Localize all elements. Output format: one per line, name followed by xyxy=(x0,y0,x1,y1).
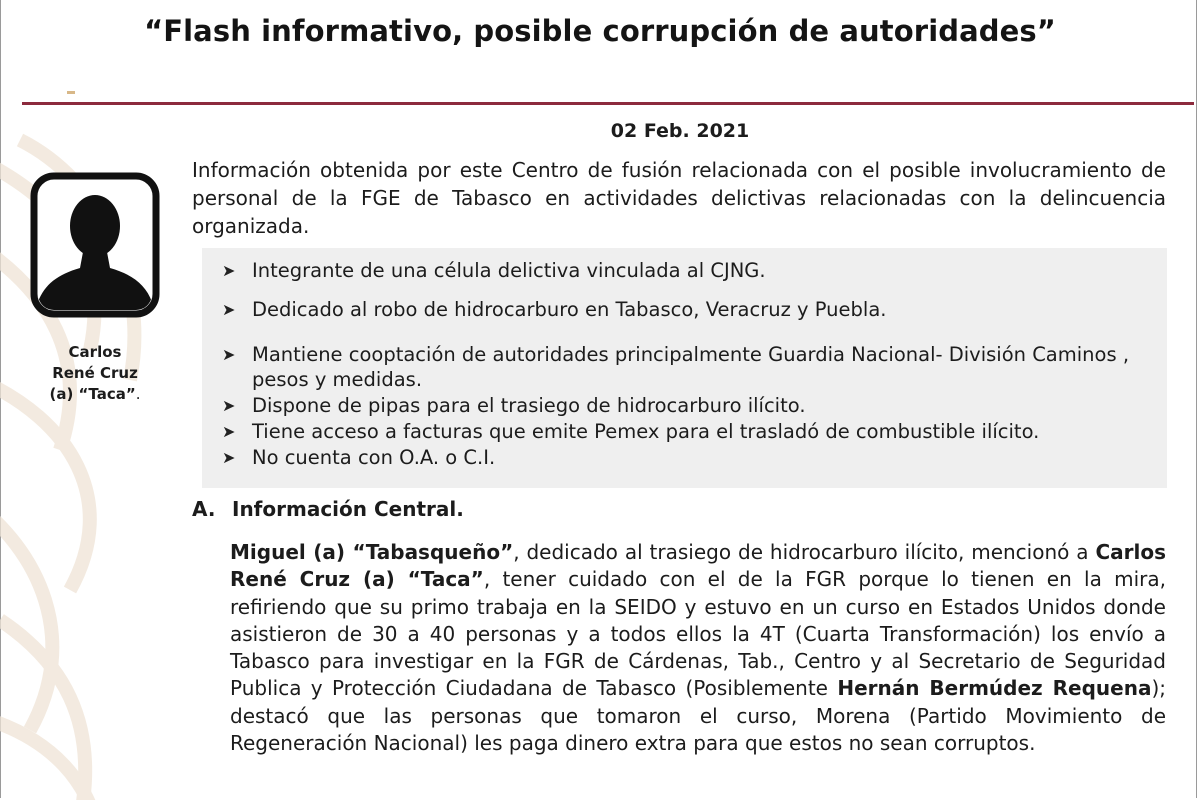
report-date: 02 Feb. 2021 xyxy=(610,120,750,142)
central-information-paragraph: Miguel (a) “Tabasqueño”, dedicado al trasiego de hidrocarburo ilícito, mencionó a Carlos René Cruz (a) “Taca”, tener cuidado con el de la FGR porque lo tienen en la mira, refiriendo que su primo trabaja en la SEIDO y estuvo en un curso en Estados Unidos donde asistieron de 30 a 40 personas y a todos ellos la 4T (Cuarta Transformación) los envío a Tabasco para investigar en la FGR de Cárdenas, Tab., Centro y al Secretario de Seguridad Publica y Protección Ciudadana de Tabasco (Posiblemente Hernán Bermúdez Requena); destacó que las personas que tomaron el curso, Morena (Partido Movimiento de Regeneración Nacional) les paga dinero extra para que estos no sean corruptos. xyxy=(230,540,1166,756)
arrow-bullet-icon: ➤ xyxy=(222,300,236,319)
bold-name-miguel: Miguel (a) “Tabasqueño” xyxy=(230,540,514,564)
page-title: “Flash informativo, posible corrupción de autoridades” xyxy=(144,14,1056,48)
section-letter: A. xyxy=(192,497,216,521)
section-title: Información Central. xyxy=(232,497,464,521)
person-silhouette-icon xyxy=(30,172,160,318)
header-logo-mark xyxy=(67,91,75,94)
intro-paragraph: Información obtenida por este Centro de fusión relacionada con el posible involucramiento de personal de la FGE de Tabasco en actividades delictivas relacionadas con la delincuencia organizada. xyxy=(192,158,1166,238)
subject-alias: (a) “Taca” xyxy=(49,385,136,403)
arrow-bullet-icon: ➤ xyxy=(222,261,236,280)
list-item: ➤ Dedicado al robo de hidrocarburo en Tabasco, Veracruz y Puebla. xyxy=(222,298,887,321)
arrow-bullet-icon: ➤ xyxy=(222,396,236,415)
subject-name-line1: Carlos xyxy=(68,343,122,361)
header-divider xyxy=(22,102,1194,105)
subject-name-tail: . xyxy=(135,385,141,403)
arrow-bullet-icon: ➤ xyxy=(222,448,236,467)
list-item: ➤ Dispone de pipas para el trasiego de hidrocarburo ilícito. xyxy=(222,394,806,417)
arrow-bullet-icon: ➤ xyxy=(222,345,236,364)
arrow-bullet-icon: ➤ xyxy=(222,422,236,441)
section-heading xyxy=(192,497,464,521)
subject-name-line2: René Cruz xyxy=(52,364,138,382)
list-item: ➤ Integrante de una célula delictiva vinculada al CJNG. xyxy=(222,259,766,282)
list-item: ➤ No cuenta con O.A. o C.I. xyxy=(222,446,496,469)
list-item: ➤ Mantiene cooptación de autoridades principalmente Guardia Nacional- División Caminos , pesos y medidas. xyxy=(222,343,1130,391)
list-item: ➤ Tiene acceso a facturas que emite Pemex para el trasladó de combustible ilícito. xyxy=(222,420,1040,443)
bold-name-hernan: Hernán Bermúdez Requena xyxy=(837,676,1152,701)
bold-name-carlos: Carlos René Cruz (a) “Taca” xyxy=(230,540,1166,592)
subject-caption xyxy=(20,342,170,405)
